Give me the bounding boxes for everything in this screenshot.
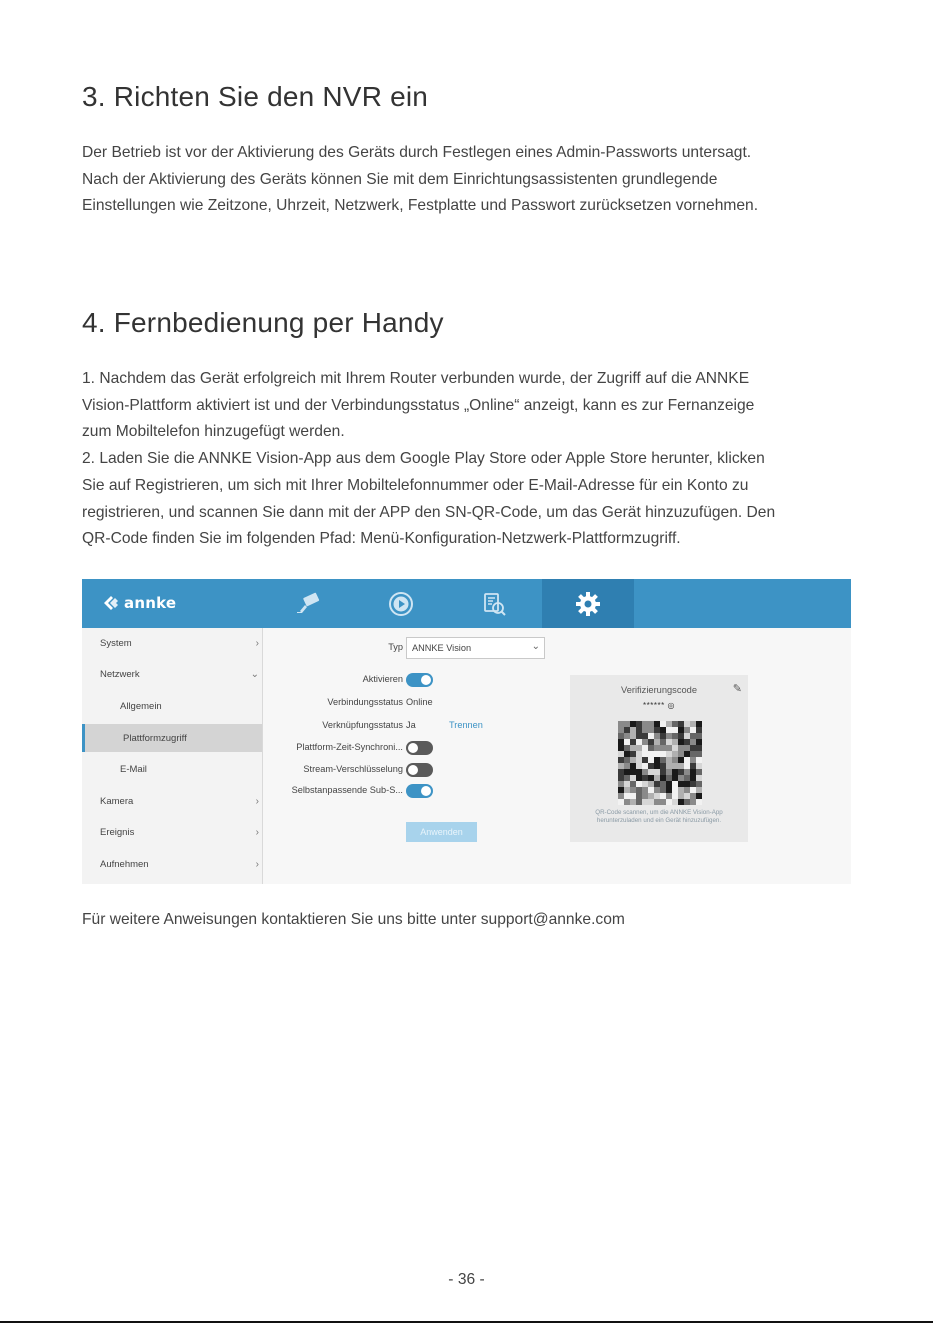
- sidebar-item-allgemein[interactable]: [82, 692, 262, 720]
- page-bottom-rule: [0, 1321, 933, 1323]
- paragraph-line: Nach der Aktivierung des Geräts können Sie mit dem Einrichtungsassistenten grundlegende: [82, 170, 718, 188]
- page-number: - 36 -: [448, 1271, 485, 1288]
- sidebar-item-netzwerk[interactable]: [82, 660, 262, 688]
- sidebar-item-label: Allgemein: [120, 700, 162, 712]
- zeit-sync-toggle[interactable]: [406, 741, 433, 755]
- nav-tab-search[interactable]: [448, 579, 540, 628]
- sidebar-item-label: System: [100, 637, 132, 649]
- playback-icon: [386, 589, 416, 619]
- chevron-right-icon: ›: [255, 637, 259, 649]
- search-icon: [479, 589, 509, 619]
- trennen-link[interactable]: Trennen: [449, 720, 483, 730]
- paragraph-line: 2. Laden Sie die ANNKE Vision-App aus dem Google Play Store oder Apple Store herunter, klicken: [82, 450, 765, 468]
- nav-tab-live-view[interactable]: [262, 579, 354, 628]
- stream-verschluesselung-label: Stream-Verschlüsselung: [303, 764, 403, 774]
- section-4-heading: 4. Fernbedienung per Handy: [82, 307, 444, 338]
- typ-select[interactable]: [406, 637, 545, 659]
- sidebar-item-label: Plattformzugriff: [123, 732, 187, 744]
- section-3-paragraph: [82, 140, 862, 220]
- toggle-knob: [408, 765, 418, 775]
- verbindungsstatus-value: Online: [406, 697, 433, 707]
- substream-toggle[interactable]: [406, 784, 433, 798]
- section-4-paragraph: [82, 366, 862, 553]
- chevron-down-icon: ⌄: [531, 641, 540, 652]
- paragraph-line: registrieren, und scannen Sie dann mit der APP den SN-QR-Code, um das Gerät hinzuzufügen. Den: [82, 503, 776, 521]
- chevron-right-icon: ›: [255, 795, 259, 807]
- nav-tab-configuration[interactable]: [542, 579, 634, 628]
- settings-sidebar: [82, 628, 263, 884]
- qr-code-image: [618, 721, 702, 805]
- paragraph-line: zum Mobiltelefon hinzugefügt werden.: [82, 423, 345, 441]
- nav-tab-playback[interactable]: [355, 579, 447, 628]
- contact-note: Für weitere Anweisungen kontaktieren Sie uns bitte unter support@annke.com: [82, 911, 625, 928]
- eye-hidden-icon[interactable]: ◎: [667, 701, 675, 710]
- toggle-knob: [421, 786, 431, 796]
- settings-gear-icon: [573, 589, 603, 619]
- nvr-ui-screenshot: [82, 579, 851, 884]
- verification-qr-panel: [570, 675, 748, 842]
- verification-code-value: [570, 701, 748, 710]
- annke-logo-icon: [102, 594, 120, 612]
- verknuepfungsstatus-row: [263, 718, 563, 734]
- aktivieren-toggle[interactable]: [406, 673, 433, 687]
- verknuepfungsstatus-label: Verknüpfungsstatus: [322, 720, 403, 730]
- aktivieren-label: Aktivieren: [362, 674, 403, 684]
- logo-text: annke: [124, 594, 177, 612]
- paragraph-line: Vision-Plattform aktiviert ist und der Verbindungsstatus „Online“ anzeigt, kann es zur Fernanzeige: [82, 396, 755, 414]
- paragraph-line: QR-Code finden Sie im folgenden Pfad: Menü-Konfiguration-Netzwerk-Plattformzugriff.: [82, 530, 681, 548]
- sidebar-item-label: E-Mail: [120, 763, 147, 775]
- substream-label: Selbstanpassende Sub-S...: [291, 785, 403, 795]
- zeit-sync-label: Plattform-Zeit-Synchroni...: [296, 742, 403, 752]
- toggle-knob: [421, 675, 431, 685]
- verifizierungscode-title: Verifizierungscode: [621, 685, 697, 695]
- qr-scan-note: QR-Code scannen, um die ANNKE Vision-App herunterzuladen und ein Gerät hinzuzufügen.: [595, 809, 723, 824]
- paragraph-line: 1. Nachdem das Gerät erfolgreich mit Ihrem Router verbunden wurde, der Zugriff auf die ANNKE: [82, 370, 750, 387]
- masked-code: ******: [643, 701, 665, 710]
- edit-pencil-icon[interactable]: ✎: [732, 683, 742, 695]
- verknuepfungsstatus-value: Ja: [406, 720, 416, 730]
- chevron-right-icon: ›: [255, 826, 259, 838]
- stream-verschluesselung-toggle[interactable]: [406, 763, 433, 777]
- toggle-knob: [408, 743, 418, 753]
- qr-cell: [696, 799, 702, 805]
- platform-access-form: [263, 628, 851, 884]
- camera-icon: [293, 589, 323, 619]
- anwenden-button[interactable]: Anwenden: [406, 822, 477, 842]
- nvr-top-bar: [82, 579, 851, 628]
- sidebar-item-label: Aufnehmen: [100, 858, 149, 870]
- typ-select-value: ANNKE Vision: [412, 643, 472, 653]
- verbindungsstatus-label: Verbindungsstatus: [327, 697, 403, 707]
- sidebar-item-email[interactable]: [82, 755, 262, 783]
- sidebar-item-label: Netzwerk: [100, 668, 140, 680]
- chevron-right-icon: ›: [255, 858, 259, 870]
- sidebar-item-kamera[interactable]: [82, 787, 262, 815]
- paragraph-line: Der Betrieb ist vor der Aktivierung des Geräts durch Festlegen eines Admin-Passworts untersagt.: [82, 144, 752, 161]
- sidebar-item-label: Kamera: [100, 795, 134, 807]
- sidebar-item-label: Ereignis: [100, 826, 135, 838]
- paragraph-line: Sie auf Registrieren, um sich mit Ihrer Mobiltelefonnummer oder E-Mail-Adresse für ein Konto zu: [82, 476, 749, 494]
- sidebar-item-ereignis[interactable]: [82, 818, 262, 846]
- sidebar-item-system[interactable]: [82, 629, 262, 657]
- section-3-heading: 3. Richten Sie den NVR ein: [82, 81, 429, 112]
- chevron-down-icon: ⌄: [250, 668, 259, 680]
- sidebar-item-aufnehmen[interactable]: [82, 850, 262, 878]
- sidebar-item-plattformzugriff[interactable]: [82, 724, 262, 752]
- annke-logo: [102, 591, 176, 615]
- typ-label: Typ: [388, 642, 403, 652]
- verbindungsstatus-row: [263, 695, 563, 711]
- paragraph-line: Einstellungen wie Zeitzone, Uhrzeit, Netzwerk, Festplatte und Passwort zurücksetzen vornehmen.: [82, 197, 759, 215]
